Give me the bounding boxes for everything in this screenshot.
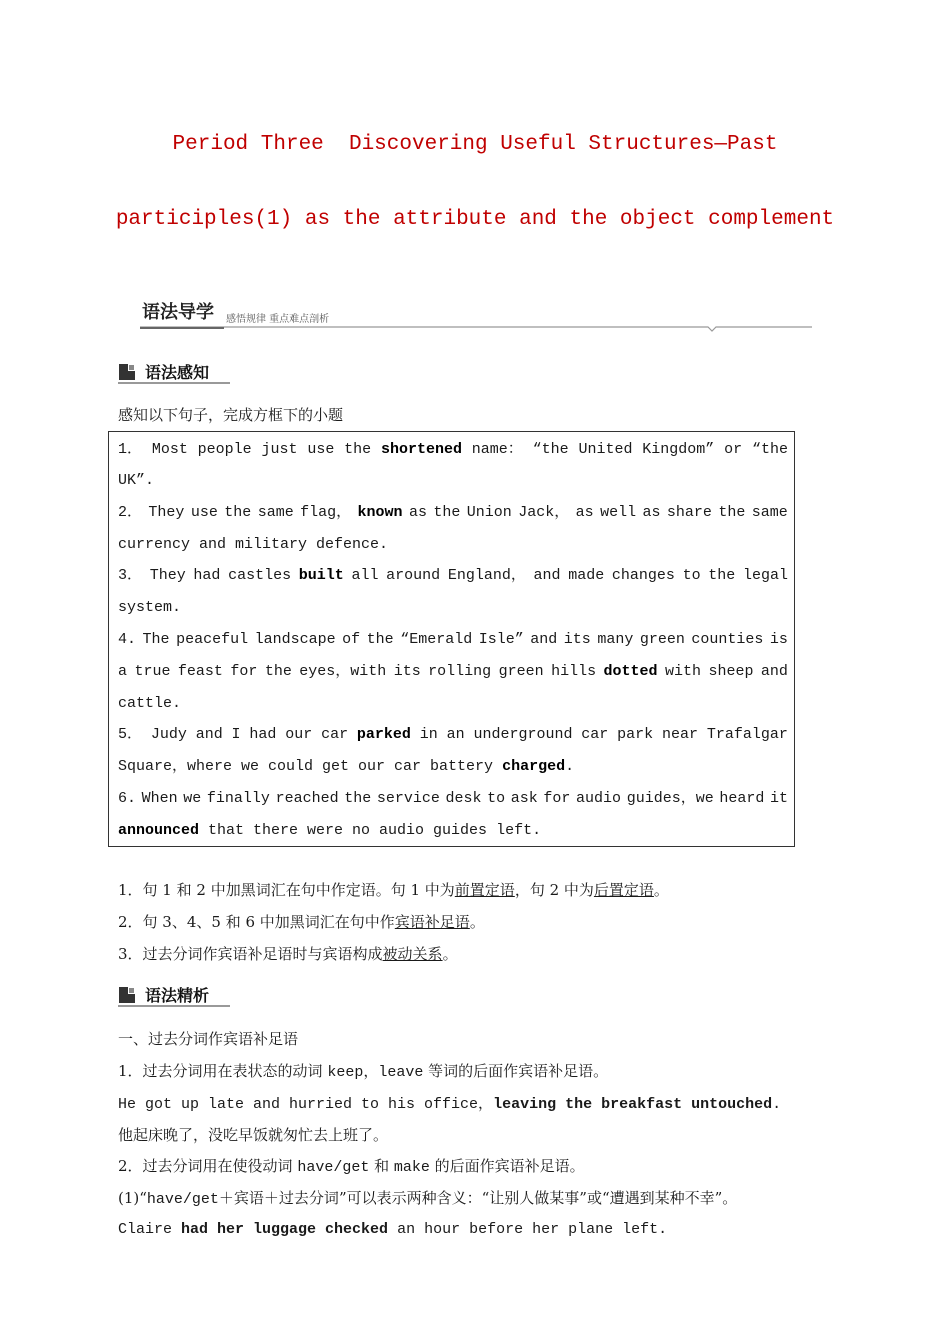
box-word: to	[487, 790, 506, 807]
box-word: the	[718, 504, 746, 521]
example-2-en	[118, 1219, 667, 1238]
box-word: guides，we	[626, 790, 714, 807]
box-line	[118, 503, 788, 523]
example-1-zh: 他起床晚了，没吃早饭就匆忙去上班了。	[118, 1126, 389, 1144]
rule-2-end: 的后面作宾语补足语。	[429, 1157, 585, 1175]
box-word: use	[190, 504, 218, 521]
example-2-bold: had her luggage checked	[181, 1221, 389, 1238]
box-word: Square，where we could get our car battery	[118, 758, 503, 775]
banner-divider	[140, 325, 812, 335]
bold-participle: announced	[118, 822, 200, 839]
q1-text: 1．句 1 和 2 中加黑词汇在句中作定语。句 1 中为	[118, 881, 455, 899]
q1-answer-2: 后置定语	[593, 881, 654, 899]
box-word: or	[724, 441, 743, 458]
box-word: feast	[177, 663, 223, 680]
box-word: underground	[473, 726, 573, 743]
box-word: its	[393, 663, 421, 680]
rule-2	[118, 1155, 585, 1176]
box-word: and	[530, 631, 558, 648]
box-word: its	[563, 631, 591, 648]
box-line	[118, 789, 788, 809]
box-word: .	[565, 758, 575, 775]
box-word: “the	[751, 441, 788, 458]
box-word: peaceful	[176, 631, 249, 648]
box-word: England，	[447, 567, 526, 584]
box-word: for	[543, 790, 571, 807]
box-word: near	[661, 726, 698, 743]
box-word: Isle”	[478, 631, 524, 648]
box-word: sheep	[708, 663, 754, 680]
banner-title: 语法导学	[142, 302, 214, 323]
box-word: 5．	[118, 726, 143, 743]
box-word: share	[666, 504, 712, 521]
box-word: the	[708, 567, 736, 584]
box-word: a	[118, 663, 128, 680]
section-label: 语法精析	[145, 986, 210, 1005]
example-2-text: Claire	[118, 1221, 182, 1238]
box-word: Kingdom”	[642, 441, 715, 458]
question-3	[118, 943, 458, 964]
box-word: we	[183, 790, 202, 807]
box-word: United	[578, 441, 633, 458]
box-word: When	[141, 790, 178, 807]
box-word: use	[307, 441, 335, 458]
section-square-icon	[119, 987, 135, 1003]
box-word: system.	[118, 599, 182, 616]
box-word: “Emerald	[400, 631, 473, 648]
box-word: legal	[742, 567, 788, 584]
rule-2-and: 和	[369, 1157, 394, 1175]
box-word: the	[264, 663, 292, 680]
box-word: They	[149, 567, 186, 584]
box-line	[118, 471, 788, 491]
example-1-end: .	[772, 1096, 782, 1113]
box-word: service	[376, 790, 440, 807]
rule-2-1	[118, 1187, 737, 1208]
box-line	[118, 535, 788, 555]
bold-participle: charged	[502, 758, 566, 775]
box-word: castles	[228, 567, 292, 584]
example-2-end: an hour before her plane left.	[388, 1221, 668, 1238]
rule-2-1-end: ”可以表示两种含义：“让别人做某事”或“遭遇到某种不幸”。	[338, 1189, 738, 1207]
box-word: hills	[551, 663, 597, 680]
rule-2-text: 2．过去分词用在使役动词	[118, 1157, 298, 1175]
question-2	[118, 911, 485, 932]
q2-answer: 宾语补足语	[394, 913, 470, 931]
box-word: in	[419, 726, 438, 743]
box-word: flag，	[300, 504, 352, 521]
bold-participle: parked	[356, 726, 411, 743]
box-word: 6.	[118, 790, 137, 807]
rule-2-1-pattern: have/get＋宾语＋过去分词	[146, 1191, 339, 1208]
box-line	[118, 440, 788, 460]
box-line	[118, 662, 788, 682]
box-line	[118, 630, 788, 650]
box-word: audio	[576, 790, 622, 807]
section-square-icon	[119, 364, 135, 380]
box-word: people	[197, 441, 252, 458]
example-1-en	[118, 1092, 781, 1113]
box-word: currency and military defence.	[118, 536, 389, 553]
box-word: our	[285, 726, 313, 743]
box-word: the	[344, 790, 372, 807]
box-word: rolling	[428, 663, 492, 680]
box-word: 1．	[118, 441, 143, 458]
q3-text: 3．过去分词作宾语补足语时与宾语构成	[118, 945, 383, 963]
rule-heading: 一、过去分词作宾语补足语	[118, 1030, 299, 1048]
box-word: heard	[719, 790, 765, 807]
section-heading-analysis	[118, 983, 230, 1007]
box-word: an	[446, 726, 465, 743]
grammar-guide-banner	[140, 298, 812, 334]
q2-text: 2．句 3、4、5 和 6 中加黑词汇在句中作	[118, 913, 395, 931]
section-label: 语法感知	[145, 363, 210, 382]
box-word: had	[249, 726, 277, 743]
box-word: as	[575, 504, 594, 521]
box-word: the	[224, 504, 252, 521]
bold-participle: known	[357, 504, 403, 521]
bold-participle: shortened	[380, 441, 462, 458]
box-word: is	[769, 631, 788, 648]
box-line	[118, 598, 788, 618]
section-underline	[118, 1005, 230, 1007]
box-word: 4.	[118, 631, 137, 648]
box-word: and	[533, 567, 561, 584]
box-word: green	[639, 631, 685, 648]
box-word: all	[351, 567, 379, 584]
box-word: and	[760, 663, 788, 680]
page-title-line-2: participles(1) as the attribute and the object complement	[115, 208, 835, 231]
box-word: car	[321, 726, 349, 743]
box-word: true	[134, 663, 171, 680]
rule-2-verb-2: make	[393, 1159, 430, 1176]
box-line	[118, 725, 788, 745]
box-word: the	[433, 504, 461, 521]
rule-2-verb-1: have/get	[297, 1159, 370, 1176]
box-line	[118, 694, 788, 714]
box-word: 3．	[118, 567, 143, 584]
box-word: Most	[151, 441, 188, 458]
q1-answer-1: 前置定语	[454, 881, 515, 899]
intro-text: 感知以下句子，完成方框下的小题	[118, 406, 344, 424]
example-1-bold: leaving the breakfast untouched	[493, 1096, 773, 1113]
box-word: around	[386, 567, 441, 584]
box-word: Trafalgar	[706, 726, 788, 743]
box-word: ask	[510, 790, 538, 807]
box-word: as	[642, 504, 661, 521]
rule-1-verbs: keep，leave	[327, 1064, 424, 1081]
box-word: finally	[206, 790, 270, 807]
box-word: reached	[275, 790, 339, 807]
box-word: to	[682, 567, 701, 584]
box-word: eyes，with	[299, 663, 387, 680]
bold-participle: dotted	[603, 663, 658, 680]
box-word: The	[142, 631, 170, 648]
example-sentences-box	[108, 431, 795, 847]
box-word: with	[664, 663, 701, 680]
box-word: for	[230, 663, 258, 680]
rule-1-text: 1．过去分词用在表状态的动词	[118, 1062, 328, 1080]
section-heading-perception	[118, 360, 230, 384]
box-word: had	[193, 567, 221, 584]
box-word: made	[568, 567, 605, 584]
q2-end: 。	[469, 913, 485, 931]
rule-2-1-text: (1)“	[118, 1189, 147, 1207]
box-word: name：	[471, 441, 523, 458]
question-1	[118, 879, 669, 900]
banner-subtitle: 感悟规律 重点难点剖析	[226, 314, 330, 325]
box-line	[118, 757, 788, 777]
box-word: 2．	[118, 504, 143, 521]
box-word: of	[342, 631, 361, 648]
box-word: that there were no audio guides left.	[199, 822, 542, 839]
box-word: car	[581, 726, 609, 743]
box-word: the	[344, 441, 372, 458]
box-word: counties	[691, 631, 764, 648]
box-word: “the	[532, 441, 569, 458]
box-word: Union	[466, 504, 512, 521]
box-word: cattle.	[118, 695, 182, 712]
box-word: many	[597, 631, 634, 648]
box-word: I	[231, 726, 241, 743]
box-line	[118, 821, 788, 841]
box-word: They	[148, 504, 185, 521]
box-word: UK”.	[118, 472, 155, 489]
section-underline	[118, 382, 230, 384]
box-word: it	[769, 790, 788, 807]
box-word: the	[366, 631, 394, 648]
q3-end: 。	[442, 945, 458, 963]
box-word: park	[617, 726, 654, 743]
box-word: and	[195, 726, 223, 743]
box-word: same	[257, 504, 294, 521]
box-line	[118, 566, 788, 586]
box-word: same	[751, 504, 788, 521]
q1-end: 。	[653, 881, 669, 899]
box-word: Judy	[150, 726, 187, 743]
box-word: Jack，	[518, 504, 570, 521]
box-word: green	[498, 663, 544, 680]
box-word: changes	[611, 567, 675, 584]
box-word: well	[600, 504, 637, 521]
box-word: as	[408, 504, 427, 521]
page-title-line-1: Period Three Discovering Useful Structures—Past	[172, 133, 778, 156]
q1-text-2: ，句 2 中为	[514, 881, 594, 899]
bold-participle: built	[298, 567, 344, 584]
box-word: desk	[445, 790, 482, 807]
box-word: landscape	[254, 631, 336, 648]
rule-1-end: 等词的后面作宾语补足语。	[423, 1062, 609, 1080]
example-1-text: He got up late and hurried to his office，	[118, 1096, 494, 1113]
rule-1	[118, 1060, 608, 1081]
q3-answer: 被动关系	[382, 945, 443, 963]
box-word: just	[261, 441, 298, 458]
